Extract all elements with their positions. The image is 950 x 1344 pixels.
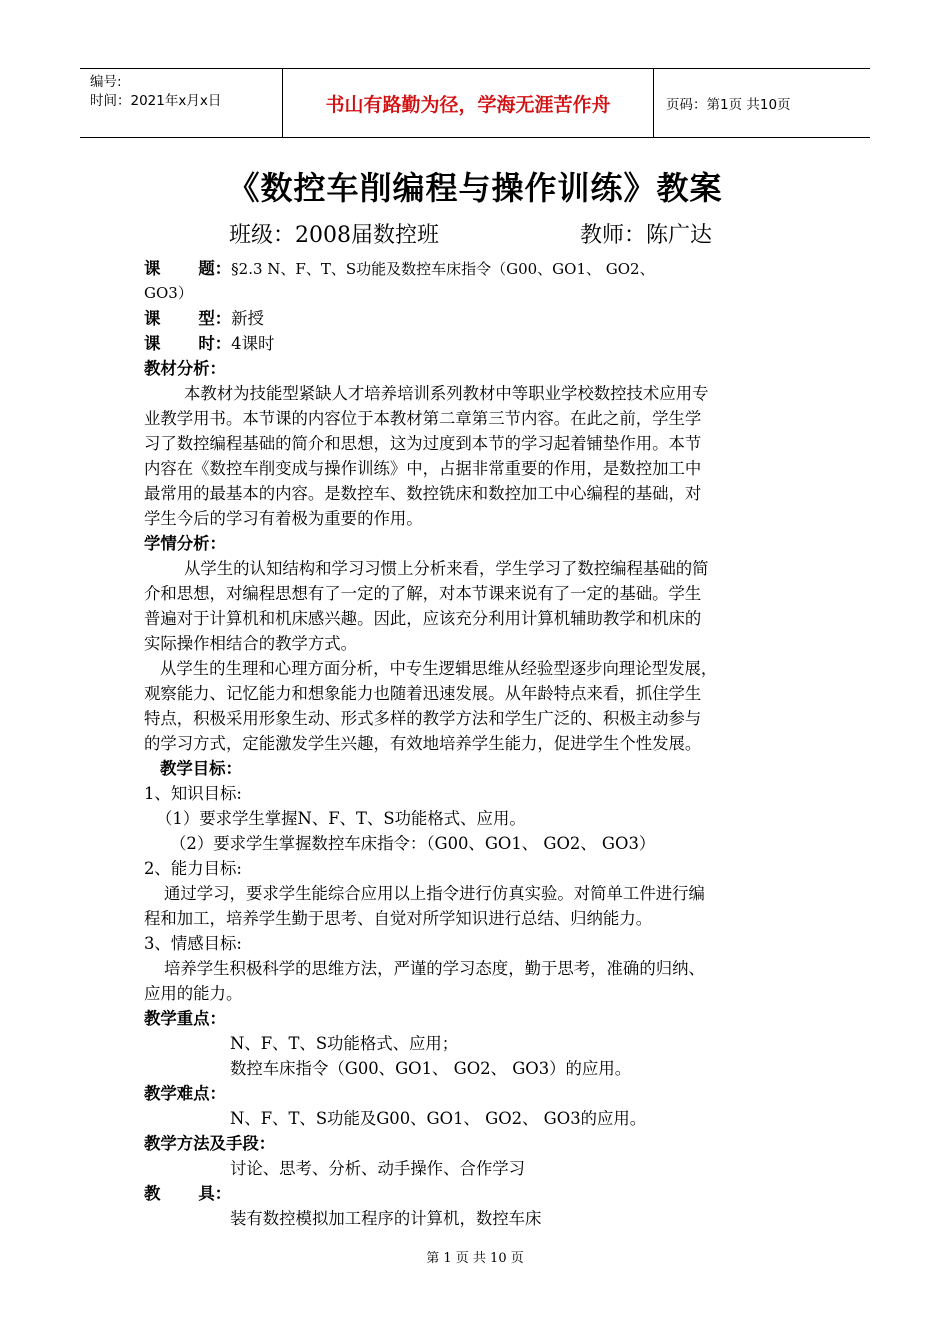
number-label: 编号: — [90, 74, 122, 90]
students-line: 特点，积极采用形象生动、形式多样的教学方法和学生广泛的、积极主动参与 — [144, 709, 702, 728]
topic-text: §2.3 N、F、T、S功能及数控车床指令（G00、GO1、 GO2、 — [231, 260, 655, 278]
hours-value: 4课时 — [231, 334, 275, 353]
page-header — [80, 68, 870, 138]
emotion-title: 3、情感目标: — [144, 934, 242, 953]
type-label-a: 课 — [144, 309, 161, 328]
students-line: 普遍对于计算机和机床感兴趣。因此，应该充分利用计算机辅助教学和机床的 — [144, 609, 702, 628]
students-line: 的学习方式，定能激发学生兴趣，有效地培养学生能力，促进学生个性发展。 — [144, 734, 702, 753]
students-line: 实际操作相结合的教学方式。 — [144, 634, 358, 653]
students-line: 介和思想，对编程思想有了一定的了解，对本节课来说有了一定的基础。学生 — [144, 584, 702, 603]
emotion-text: 应用的能力。 — [144, 984, 243, 1003]
students-line: 观察能力、记忆能力和想象能力也随着迅速发展。从年龄特点来看，抓住学生 — [144, 684, 702, 703]
header-meta — [80, 69, 282, 137]
methods-text: 讨论、思考、分析、动手操作、合作学习 — [230, 1159, 526, 1178]
date-label: 时间：2021年x月x日 — [90, 93, 222, 109]
difficulty: N、F、T、S功能及G00、GO1、 GO2、 GO3的应用。 — [230, 1109, 647, 1128]
tools-heading-line — [144, 1181, 814, 1206]
textbook-line: 内容在《数控车削变成与操作训练》中，占据非常重要的作用，是数控加工中 — [144, 459, 702, 478]
lesson-plan-body — [144, 256, 814, 1231]
ability-title: 2、能力目标: — [144, 859, 242, 878]
topic-label-a: 课 — [144, 259, 161, 278]
type-label-b: 型： — [198, 309, 232, 328]
objectives-heading: 教学目标： — [160, 759, 242, 778]
topic-line-2: GO3） — [144, 284, 193, 302]
ability-text: 程和加工，培养学生勤于思考、自觉对所学知识进行总结、归纳能力。 — [144, 909, 653, 928]
type-line — [144, 306, 814, 331]
type-value: 新授 — [231, 309, 264, 328]
document-title: 《数控车削编程与操作训练》教案 — [227, 169, 723, 207]
difficulties-heading: 教学难点： — [144, 1084, 226, 1103]
textbook-line: 最常用的最基本的内容。是数控车、数控铣床和数控加工中心编程的基础，对 — [144, 484, 702, 503]
emotion-text: 培养学生积极科学的思维方法，严谨的学习态度，勤于思考，准确的归纳、 — [164, 959, 705, 978]
students-heading: 学情分析： — [144, 534, 226, 553]
topic-line — [144, 256, 814, 281]
tools-label-b: 具： — [198, 1184, 232, 1203]
knowledge-item: （2）要求学生掌握数控车床指令：（G00、GO1、 GO2、 GO3） — [170, 834, 656, 853]
students-line: 从学生的认知结构和学习习惯上分析来看，学生学习了数控编程基础的简 — [184, 559, 709, 578]
class-info: 班级：2008届数控班 — [229, 223, 439, 248]
tools-text: 装有数控模拟加工程序的计算机，数控车床 — [230, 1209, 542, 1228]
topic-label-b: 题： — [198, 259, 232, 278]
hours-line — [144, 331, 814, 356]
teacher-info: 教师：陈广达 — [580, 223, 713, 248]
page-footer: 第 1 页 共 10 页 — [426, 1251, 524, 1266]
ability-text: 通过学习，要求学生能综合应用以上指令进行仿真实验。对简单工件进行编 — [164, 884, 705, 903]
textbook-line: 学生今后的学习有着极为重要的作用。 — [144, 509, 423, 528]
tools-label-a: 教 — [144, 1184, 161, 1203]
textbook-line: 业教学用书。本节课的内容位于本教材第二章第三节内容。在此之前，学生学 — [144, 409, 702, 428]
key-points-heading: 教学重点： — [144, 1009, 226, 1028]
methods-heading: 教学方法及手段： — [144, 1134, 276, 1153]
students-line: 从学生的生理和心理方面分析，中专生逻辑思维从经验型逐步向理论型发展， — [160, 659, 718, 678]
motto: 书山有路勤为径，学海无涯苦作舟 — [282, 69, 654, 137]
key-point: N、F、T、S功能格式、应用； — [230, 1034, 459, 1053]
key-point: 数控车床指令（G00、GO1、 GO2、 GO3）的应用。 — [230, 1059, 632, 1078]
hours-label-a: 课 — [144, 334, 161, 353]
knowledge-item: （1）要求学生掌握N、F、T、S功能格式、应用。 — [156, 809, 526, 828]
hours-label-b: 时： — [198, 334, 232, 353]
page-label: 页码：第1页 共10页 — [666, 97, 791, 113]
textbook-line: 习了数控编程基础的简介和思想，这为过度到本节的学习起着铺垫作用。本节 — [144, 434, 702, 453]
textbook-line: 本教材为技能型紧缺人才培养培训系列教材中等职业学校数控技术应用专 — [184, 384, 709, 403]
knowledge-title: 1、知识目标: — [144, 784, 242, 803]
textbook-heading: 教材分析： — [144, 359, 226, 378]
